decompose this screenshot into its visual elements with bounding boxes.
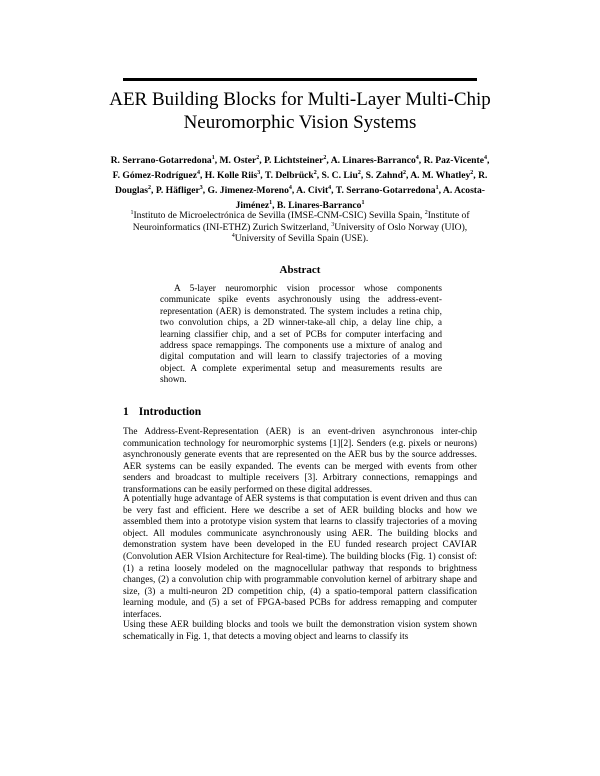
author-affiliation-marker: 4 bbox=[328, 184, 332, 191]
section-title: Introduction bbox=[138, 406, 202, 418]
author-affiliation-marker: 2 bbox=[323, 154, 327, 161]
author-affiliation-marker: 4 bbox=[196, 169, 200, 176]
author-name: S. Zahnd bbox=[365, 170, 403, 181]
author-list: R. Serrano-Gotarredona$^1$, M. Oster$^2$, P. Lichtsteiner$^2$, A. Linares-Barranco$^4$, R. Paz-Vicente$^4$, F. Gómez-Rodríguez$^4$, H. Kolle Riis$^3$, T. Delbrück$^2$, S. C. Liu$^2$, S. Zahnd$^2$, A. M. Whatley$^2$, R. Douglas$^2$, P. Häfliger$^3$, G. Jimenez-Moreno$^4$, A. Civit$^4$, T. Serrano-Gotarredona$^1$, A. Acosta-Jiménez$^1$, B. Linares-Barranco$^1$ bbox=[110, 154, 490, 211]
affiliation-number: 2 bbox=[424, 209, 428, 216]
affiliation-text: Institute of Neuroinformatics (INI-ETHZ) Zurich Switzerland, bbox=[132, 210, 470, 233]
author bbox=[424, 155, 487, 166]
author-affiliation-marker: 2 bbox=[402, 169, 406, 176]
author-name: A. M. Whatley bbox=[410, 170, 471, 181]
author-name: A. Acosta-Jiménez bbox=[235, 185, 485, 211]
author bbox=[336, 185, 439, 196]
author bbox=[113, 170, 200, 181]
author-name: B. Linares-Barranco bbox=[276, 200, 362, 211]
section-heading bbox=[123, 406, 211, 418]
abstract-body: A 5-layer neuromorphic vision processor whose components communicate spike events asychronously using the address-event-representation (AER) is demonstrated. The system includes a retina chip, two convolution chips, a 2D winner-take-all chip, a delay line chip, a learning classifier chip, and a set of PCBs for computer interfacing and address space remappings. The components use a mixture of analog and digital computation and will learn to classify trajectories of a moving object. A complete experimental setup and measurements results are shown. bbox=[160, 284, 442, 386]
title-line-2: Neuromorphic Vision Systems bbox=[183, 112, 417, 133]
author bbox=[205, 170, 261, 181]
author-name: R. Paz-Vicente bbox=[423, 155, 484, 166]
author bbox=[265, 170, 317, 181]
author-affiliation-marker: 2 bbox=[470, 169, 474, 176]
author-name: F. Gómez-Rodríguez bbox=[112, 170, 197, 181]
intro-paragraph-2: A potentially huge advantage of AER systems is that computation is event driven and thus can be very fast and efficient. Here we describe a set of AER building blocks and how we assembled them into a prototype vision system that learns to classify trajectories of a moving object. All modules communicate asynchronously using AER. The building blocks and demonstration system have been developed in the EU funded research project CAVIAR (Convolution AER VIsion Architecture for Real-time). The building blocks (Fig. 1) consist of: (1) a retina loosely modeled on the magnocellular pathway that responds to brightness changes, (2) a convolution chip with programmable convolution kernel of arbitrary shape and size, (3) a multi-neuron 2D competition chip, (4) a spatio-temporal pattern classification learning module, and (5) a set of FPGA-based PCBs for address remapping and computer interfaces. bbox=[123, 494, 477, 620]
intro-paragraph-3: Using these AER building blocks and tools we built the demonstration vision system shown schematically in Fig. 1, that detects a moving object and learns to classify its bbox=[123, 620, 477, 642]
author-affiliation-marker: 2 bbox=[357, 169, 361, 176]
author-affiliation-marker: 4 bbox=[288, 184, 292, 191]
intro-paragraph-1: The Address-Event-Representation (AER) is an event-driven asynchronous inter-chip communication technology for neuromorphic systems [1][2]. Senders (e.g. pixels or neurons) asynchronously generate events that are represented on the AER bus by the source addresses. AER systems can be easily expanded. The events can be merged with events from other senders and broadcast to multiple receivers [3]. Arbitrary connections, remappings and transformations can be easily performed on these digital addresses. bbox=[123, 427, 477, 495]
author bbox=[156, 185, 203, 196]
title-rule bbox=[123, 78, 477, 81]
author-name: P. Lichtsteiner bbox=[264, 155, 324, 166]
author-affiliation-marker: 1 bbox=[361, 199, 365, 206]
title-line-1: AER Building Blocks for Multi-Layer Multi-Chip bbox=[109, 89, 491, 110]
author-affiliation-marker: 1 bbox=[211, 154, 215, 161]
author-name: G. Jimenez-Moreno bbox=[207, 185, 289, 196]
author-name: A. Linares-Barranco bbox=[330, 155, 416, 166]
author-name: R. Serrano-Gotarredona bbox=[110, 155, 212, 166]
author bbox=[208, 185, 292, 196]
author bbox=[410, 170, 473, 181]
author-affiliation-marker: 4 bbox=[415, 154, 419, 161]
author bbox=[111, 155, 215, 166]
author-name: P. Häfliger bbox=[155, 185, 200, 196]
author-name: T. Delbrück bbox=[264, 170, 314, 181]
author-affiliation-marker: 1 bbox=[269, 199, 273, 206]
author bbox=[366, 170, 406, 181]
author-name: R. Douglas bbox=[114, 170, 488, 196]
author-name: S. C. Liu bbox=[321, 170, 358, 181]
author-affiliation-marker: 3 bbox=[257, 169, 261, 176]
author bbox=[296, 185, 331, 196]
author-affiliation-marker: 3 bbox=[199, 184, 203, 191]
author-affiliation-marker: 4 bbox=[483, 154, 487, 161]
author-affiliation-marker: 2 bbox=[148, 184, 152, 191]
affiliation-text: University of Oslo Norway (UIO), bbox=[334, 221, 468, 233]
author bbox=[331, 155, 419, 166]
affiliation-number: 3 bbox=[331, 221, 335, 228]
author-name: H. Kolle Riis bbox=[204, 170, 258, 181]
affiliation-text: Instituto de Microelectrónica de Sevilla (IMSE-CNM-CSIC) Sevilla Spain, bbox=[133, 210, 425, 221]
author bbox=[264, 155, 326, 166]
affiliation-number: 1 bbox=[130, 209, 134, 216]
author bbox=[322, 170, 361, 181]
affiliation-text: University of Sevilla Spain (USE). bbox=[234, 233, 369, 244]
paper-title bbox=[100, 88, 500, 134]
author bbox=[220, 155, 260, 166]
author-name: A. Civit bbox=[296, 185, 329, 196]
author-name: M. Oster bbox=[219, 155, 257, 166]
author-affiliation-marker: 2 bbox=[256, 154, 260, 161]
section-number: 1 bbox=[123, 406, 129, 418]
author-affiliation-marker: 1 bbox=[435, 184, 439, 191]
author-affiliation-marker: 2 bbox=[313, 169, 317, 176]
affiliation-number: 4 bbox=[231, 232, 235, 239]
affiliations bbox=[110, 210, 490, 245]
abstract-heading: Abstract bbox=[279, 264, 321, 276]
author-name: T. Serrano-Gotarredona bbox=[335, 185, 436, 196]
